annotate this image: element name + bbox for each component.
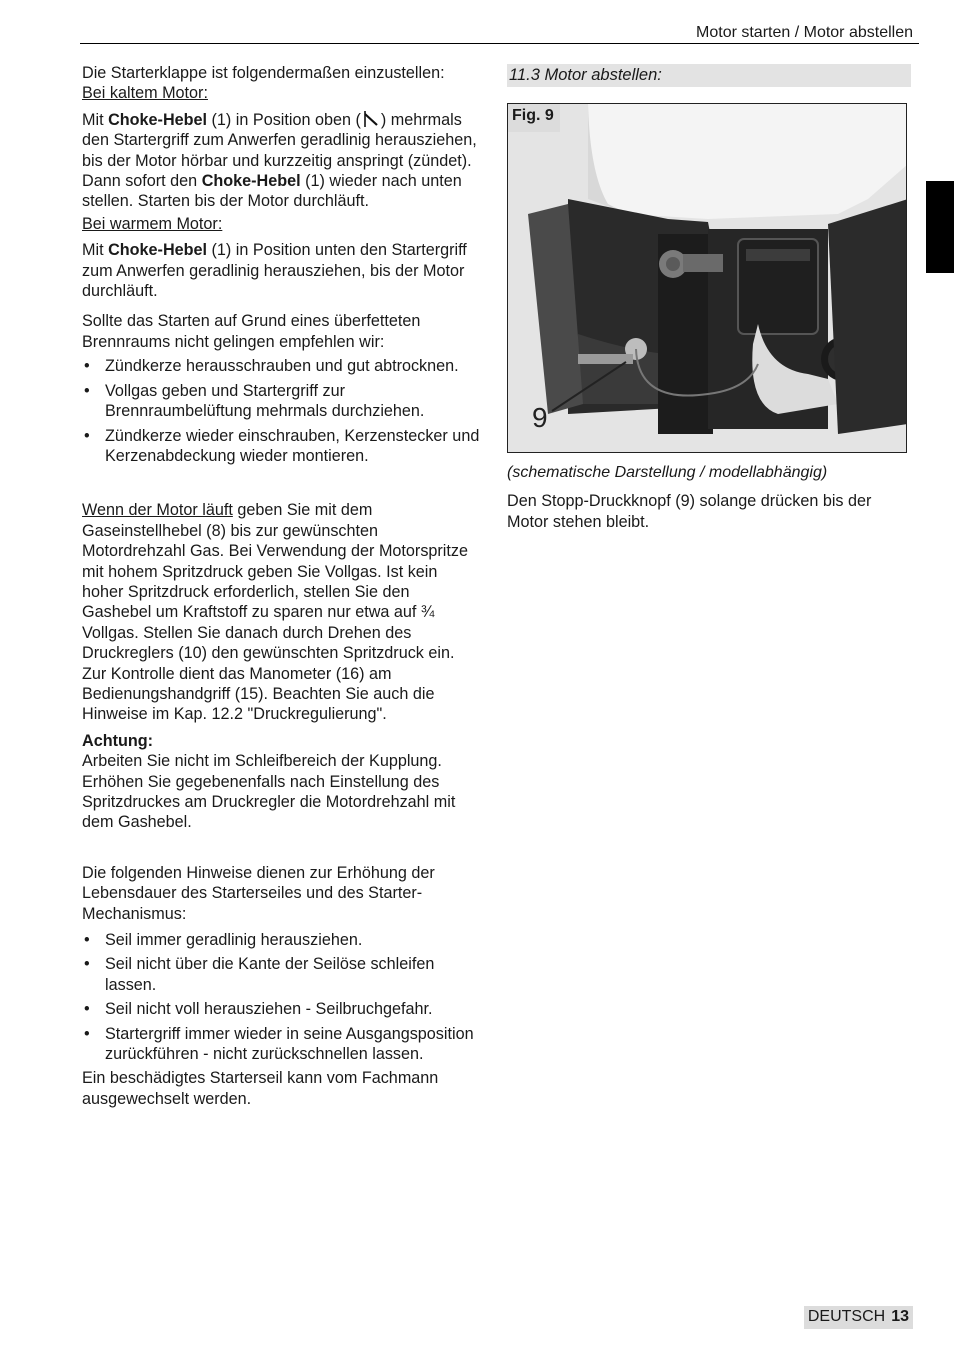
figure-callout-9: 9: [532, 402, 548, 433]
cold-engine-heading: Bei kaltem Motor:: [82, 84, 208, 103]
engine-photo: [508, 104, 907, 453]
list-item: • Seil immer geradlinig herausziehen.: [82, 930, 482, 950]
choke-intro: Die Starterklappe ist folgendermaßen einzustellen:: [82, 64, 445, 82]
warning-text: Arbeiten Sie nicht im Schleifbereich der Kupplung. Erhöhen Sie gegebenenfalls nach Einstellung des Spritzdruckes am Druckregler die Motordrehzahl mit dem Gashebel.: [82, 752, 456, 832]
rope-list: [82, 930, 482, 1064]
page-footer: [804, 1306, 913, 1329]
list-item: • Zündkerze herausschrauben und gut abtrocknen.: [82, 356, 482, 376]
list-item: • Zündkerze wieder einschrauben, Kerzenstecker und Kerzenabdeckung wieder montieren.: [82, 426, 482, 467]
cold-engine-step-2: Dann sofort den Choke-Hebel (1) wieder nach unten stellen. Starten bis der Motor durchläuft.: [82, 172, 462, 211]
language-side-tab: [926, 181, 954, 273]
footer-language: DEUTSCH: [807, 1308, 886, 1325]
warm-engine-heading: Bei warmem Motor:: [82, 214, 223, 233]
page-header-title: Motor starten / Motor abstellen: [696, 24, 913, 41]
header-rule: [80, 43, 919, 44]
list-item: • Startergriff immer wieder in seine Ausgangsposition zurückführen - nicht zurückschnellen lassen.: [82, 1024, 482, 1065]
flooded-list: [82, 356, 482, 466]
list-item: • Vollgas geben und Startergriff zur Brennraumbelüftung mehrmals durchziehen.: [82, 381, 482, 422]
rope-intro: Die folgenden Hinweise dienen zur Erhöhung der Lebensdauer des Starterseiles und des Starter-Mechanismus:: [82, 863, 435, 923]
page-number: 13: [891, 1308, 909, 1325]
choke-closed-icon: [361, 110, 381, 128]
warning-label: Achtung:: [82, 731, 154, 750]
list-item: • Seil nicht über die Kante der Seilöse schleifen lassen.: [82, 954, 482, 995]
figure-caption: (schematische Darstellung / modellabhängig): [507, 464, 828, 481]
flooded-intro: Sollte das Starten auf Grund eines überfetteten Brennraums nicht gelingen empfehlen wir:: [82, 312, 421, 351]
figure-9: [507, 103, 907, 453]
rope-outro: Ein beschädigtes Starterseil kann vom Fachmann ausgewechselt werden.: [82, 1069, 439, 1108]
cold-engine-step-1: Mit Choke-Hebel (1) in Position oben ( ) mehrmals den Startergriff zum Anwerfen geradlinig herausziehen, bis der Motor hörbar und kurzzeitig anspringt (zündet).: [82, 110, 477, 170]
left-column: [82, 63, 482, 1109]
right-column: [507, 64, 912, 532]
list-item: • Seil nicht voll herausziehen - Seilbruchgefahr.: [82, 999, 482, 1019]
warm-engine-step: Mit Choke-Hebel (1) in Position unten den Startergriff zum Anwerfen geradlinig herausziehen, bis der Motor durchläuft.: [82, 241, 467, 301]
section-heading: 11.3 Motor abstellen:: [507, 64, 911, 87]
figure-label: Fig. 9: [508, 104, 560, 132]
engine-running-paragraph: Wenn der Motor läuft geben Sie mit dem Gaseinstellhebel (8) bis zur gewünschten Motordrehzahl Gas. Bei Verwendung der Motorspritze mit hohem Spritzdruck geben Sie Vollgas. Ist kein hoher Spritzdruck erforderlich, stellen Sie den Gashebel um Kraftstoff zu sparen nur etwa auf ¾ Vollgas. Stellen Sie danach durch Drehen des Druckreglers (10) den gewünschten Spritzdruck ein. Zur Kontrolle dient das Manometer (16) am Bedienungshandgriff (15). Beachten Sie auch die Hinweise im Kap. 12.2 "Druckregulierung".: [82, 501, 468, 724]
stop-instructions: Den Stopp-Druckknopf (9) solange drücken bis der Motor stehen bleibt.: [507, 492, 872, 531]
